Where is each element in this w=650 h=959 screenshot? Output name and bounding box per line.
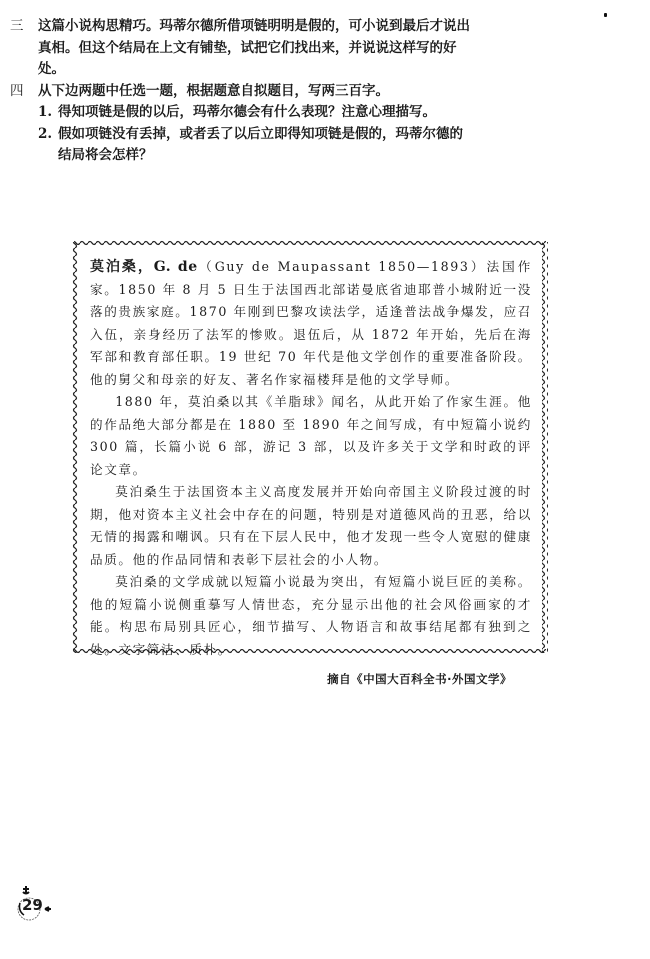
scan-speck: [604, 13, 607, 17]
bio-paragraph-4: 莫泊桑的文学成就以短篇小说最为突出，有短篇小说巨匠的美称。他的短篇小说侧重摹写人情世态，充分显示出他的社会风俗画家的才能。构思布局别具匠心，细节描写、人物语言和故事结尾都有独到之处。文字简洁、质朴。: [90, 574, 532, 657]
exercise-section: [10, 16, 470, 167]
option-text: 得知项链是假的以后，玛蒂尔德会有什么表现？注意心理描写。: [58, 104, 436, 120]
exercise-3: [10, 16, 470, 81]
exercise-number: 四: [10, 82, 24, 99]
bio-paragraph-3: 莫泊桑生于法国资本主义高度发展并开始向帝国主义阶段过渡的时期，他对资本主义社会中存在的问题，特别是对道德风尚的丑恶，给以无情的揭露和嘲讽。只有在下层人民中，他才发现一些令人宽慰的健康品质。他的作品同情和表彰下层社会的小人物。: [90, 484, 532, 567]
bio-paragraph-1-text: （Guy de Maupassant 1850—1893）法国作家。1850 年 8 月 5 日生于法国西北部诺曼底省迪耶普小城附近一没落的贵族家庭。1870 年刚到巴黎攻读法学，适逢普法战争爆发，应召入伍，亲身经历了法军的惨败。退伍后，从 1872 年开始，先后在海军部和教育部任职。19 世纪 70 年代是他文学创作的重要准备阶段。他的舅父和母亲的好友、著名作家福楼拜是他的文学导师。: [90, 259, 532, 387]
bio-text: [90, 256, 532, 691]
page-number: 29: [22, 896, 43, 914]
option-item: [38, 102, 470, 124]
bio-source-citation: 摘自《中国大百科全书·外国文学》: [327, 672, 512, 686]
bio-paragraph-1: [90, 256, 532, 391]
exercise-text: 这篇小说构思精巧。玛蒂尔德所借项链明明是假的，可小说到最后才说出真相。但这个结局在上文有铺垫，试把它们找出来，并说说这样写的好处。: [38, 18, 470, 77]
exercise-4-options: [38, 102, 470, 167]
exercise-text: 从下边两题中任选一题，根据题意自拟题目，写两三百字。: [38, 82, 389, 99]
bio-headword: 莫泊桑，G. de: [90, 259, 198, 275]
author-bio-box: [72, 240, 548, 686]
option-number: 2.: [38, 125, 53, 142]
option-item: [38, 124, 470, 167]
exercise-number: 三: [10, 18, 24, 34]
option-number: 1.: [38, 104, 53, 120]
bio-paragraph-2: 1880 年，莫泊桑以其《羊脂球》闻名，从此开始了作家生涯。他的作品绝大部分都是在 1880 至 1890 年之间写成，有中短篇小说约 300 篇，长篇小说 6 部，游记 3 部，以及许多关于文学和时政的评论文章。: [90, 394, 532, 477]
exercise-4: [10, 81, 470, 103]
option-text: 假如项链没有丢掉，或者丢了以后立即得知项链是假的，玛蒂尔德的结局将会怎样？: [58, 125, 463, 163]
page-number-ornament: [14, 883, 54, 927]
